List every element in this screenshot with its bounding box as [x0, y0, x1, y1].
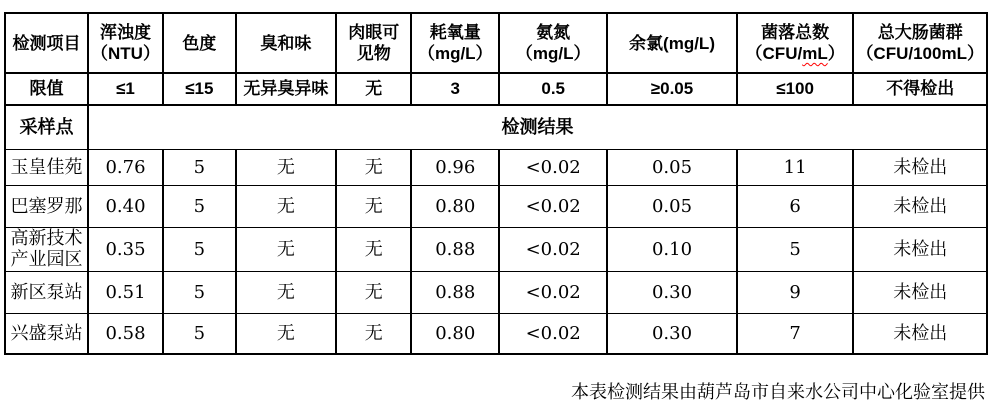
data-cell-total-coliform: 未检出 [853, 149, 987, 185]
data-cell-oxygen-consumption: 0.80 [411, 185, 499, 227]
data-cell-odor-taste: 无 [236, 313, 336, 354]
site-name-cell: 新区泵站 [5, 271, 88, 313]
header-line2: （CFU/100mL） [856, 44, 984, 63]
header-cell-ammonia-nitrogen [499, 13, 607, 73]
header-line2: （mg/L） [417, 44, 493, 63]
header-cell-item [5, 13, 88, 73]
data-cell-visible-matter: 无 [336, 313, 411, 354]
water-quality-table [4, 12, 988, 355]
data-cell-turbidity: 0.76 [88, 149, 163, 185]
header-line1: 臭和味 [260, 33, 312, 53]
header-cell-turbidity [88, 13, 163, 73]
header-line1: 余氯(mg/L) [629, 33, 715, 53]
header-line1: 色度 [182, 33, 217, 53]
data-cell-colony-count: 11 [737, 149, 854, 185]
header-line1: 肉眼可 [348, 23, 400, 42]
data-cell-residual-chlorine: 0.05 [607, 149, 737, 185]
limit-row [5, 73, 987, 105]
data-cell-ammonia-nitrogen: <0.02 [499, 185, 607, 227]
result-banner-cell: 检测结果 [88, 105, 987, 149]
table-row-xinqu-pump-station [5, 271, 987, 313]
data-cell-visible-matter: 无 [336, 227, 411, 271]
data-cell-turbidity: 0.51 [88, 271, 163, 313]
limit-row-label: 限值 [5, 73, 88, 105]
header-line2: （mg/L） [515, 44, 591, 63]
limit-cell-chroma: ≤15 [163, 73, 236, 105]
header-cell-oxygen-consumption [411, 13, 499, 73]
table-row-xingsheng-pump-station [5, 313, 987, 354]
limit-cell-odor-taste: 无异臭异味 [236, 73, 336, 105]
data-cell-total-coliform: 未检出 [853, 271, 987, 313]
data-cell-oxygen-consumption: 0.80 [411, 313, 499, 354]
header-cell-colony-count [737, 13, 854, 73]
header-line1: 耗氧量 [429, 23, 481, 42]
header-line2: （NTU） [91, 44, 160, 63]
limit-cell-oxygen-consumption: 3 [411, 73, 499, 105]
limit-cell-visible-matter: 无 [336, 73, 411, 105]
data-cell-visible-matter: 无 [336, 149, 411, 185]
sampling-row-label: 采样点 [5, 105, 88, 149]
data-cell-residual-chlorine: 0.10 [607, 227, 737, 271]
data-cell-total-coliform: 未检出 [853, 227, 987, 271]
limit-cell-turbidity: ≤1 [88, 73, 163, 105]
data-cell-chroma: 5 [163, 313, 236, 354]
site-name-cell: 巴塞罗那 [5, 185, 88, 227]
site-name-cell: 兴盛泵站 [5, 313, 88, 354]
data-cell-visible-matter: 无 [336, 185, 411, 227]
header-line1: 菌落总数 [761, 23, 830, 42]
site-name-cell: 高新技术产业园区 [5, 227, 88, 271]
data-cell-total-coliform: 未检出 [853, 185, 987, 227]
limit-cell-total-coliform: 不得检出 [853, 73, 987, 105]
data-cell-chroma: 5 [163, 185, 236, 227]
header-line2 [740, 43, 851, 64]
header-cell-visible-matter [336, 13, 411, 73]
footer-note: 本表检测结果由葫芦岛市自来水公司中心化验室提供 [571, 382, 985, 403]
data-cell-ammonia-nitrogen: <0.02 [499, 149, 607, 185]
data-cell-chroma: 5 [163, 271, 236, 313]
header-cell-chroma [163, 13, 236, 73]
data-cell-oxygen-consumption: 0.88 [411, 227, 499, 271]
sampling-row [5, 105, 987, 149]
data-cell-odor-taste: 无 [236, 271, 336, 313]
data-cell-turbidity: 0.35 [88, 227, 163, 271]
data-cell-residual-chlorine: 0.05 [607, 185, 737, 227]
table-row-basailuona [5, 185, 987, 227]
data-cell-ammonia-nitrogen: <0.02 [499, 271, 607, 313]
data-cell-odor-taste: 无 [236, 149, 336, 185]
data-cell-oxygen-consumption: 0.88 [411, 271, 499, 313]
header-line2: 见物 [356, 44, 391, 63]
header-line1: 浑浊度 [99, 23, 151, 42]
data-cell-chroma: 5 [163, 149, 236, 185]
data-cell-colony-count: 5 [737, 227, 854, 271]
data-cell-turbidity: 0.40 [88, 185, 163, 227]
unit-suffix: ） [827, 44, 845, 63]
data-cell-colony-count: 9 [737, 271, 854, 313]
spellcheck-flagged-text: mL [802, 44, 828, 63]
limit-cell-ammonia-nitrogen: 0.5 [499, 73, 607, 105]
header-line1: 氨氮 [536, 23, 571, 42]
header-row [5, 13, 987, 73]
header-cell-odor-taste [236, 13, 336, 73]
data-cell-ammonia-nitrogen: <0.02 [499, 227, 607, 271]
data-cell-oxygen-consumption: 0.96 [411, 149, 499, 185]
limit-cell-colony-count: ≤100 [737, 73, 854, 105]
header-cell-residual-chlorine [607, 13, 737, 73]
data-cell-turbidity: 0.58 [88, 313, 163, 354]
data-cell-residual-chlorine: 0.30 [607, 313, 737, 354]
header-line1: 总大肠菌群 [877, 23, 963, 42]
unit-prefix: （CFU/ [745, 44, 803, 63]
data-cell-colony-count: 7 [737, 313, 854, 354]
data-cell-chroma: 5 [163, 227, 236, 271]
data-cell-odor-taste: 无 [236, 227, 336, 271]
data-cell-colony-count: 6 [737, 185, 854, 227]
data-cell-total-coliform: 未检出 [853, 313, 987, 354]
data-cell-residual-chlorine: 0.30 [607, 271, 737, 313]
table-row-yuhuangjiayuan [5, 149, 987, 185]
limit-cell-residual-chlorine: ≥0.05 [607, 73, 737, 105]
data-cell-ammonia-nitrogen: <0.02 [499, 313, 607, 354]
table-row-gaoxin-park [5, 227, 987, 271]
site-name-cell: 玉皇佳苑 [5, 149, 88, 185]
header-cell-total-coliform [853, 13, 987, 73]
header-line1: 检测项目 [12, 33, 81, 53]
data-cell-odor-taste: 无 [236, 185, 336, 227]
data-cell-visible-matter: 无 [336, 271, 411, 313]
